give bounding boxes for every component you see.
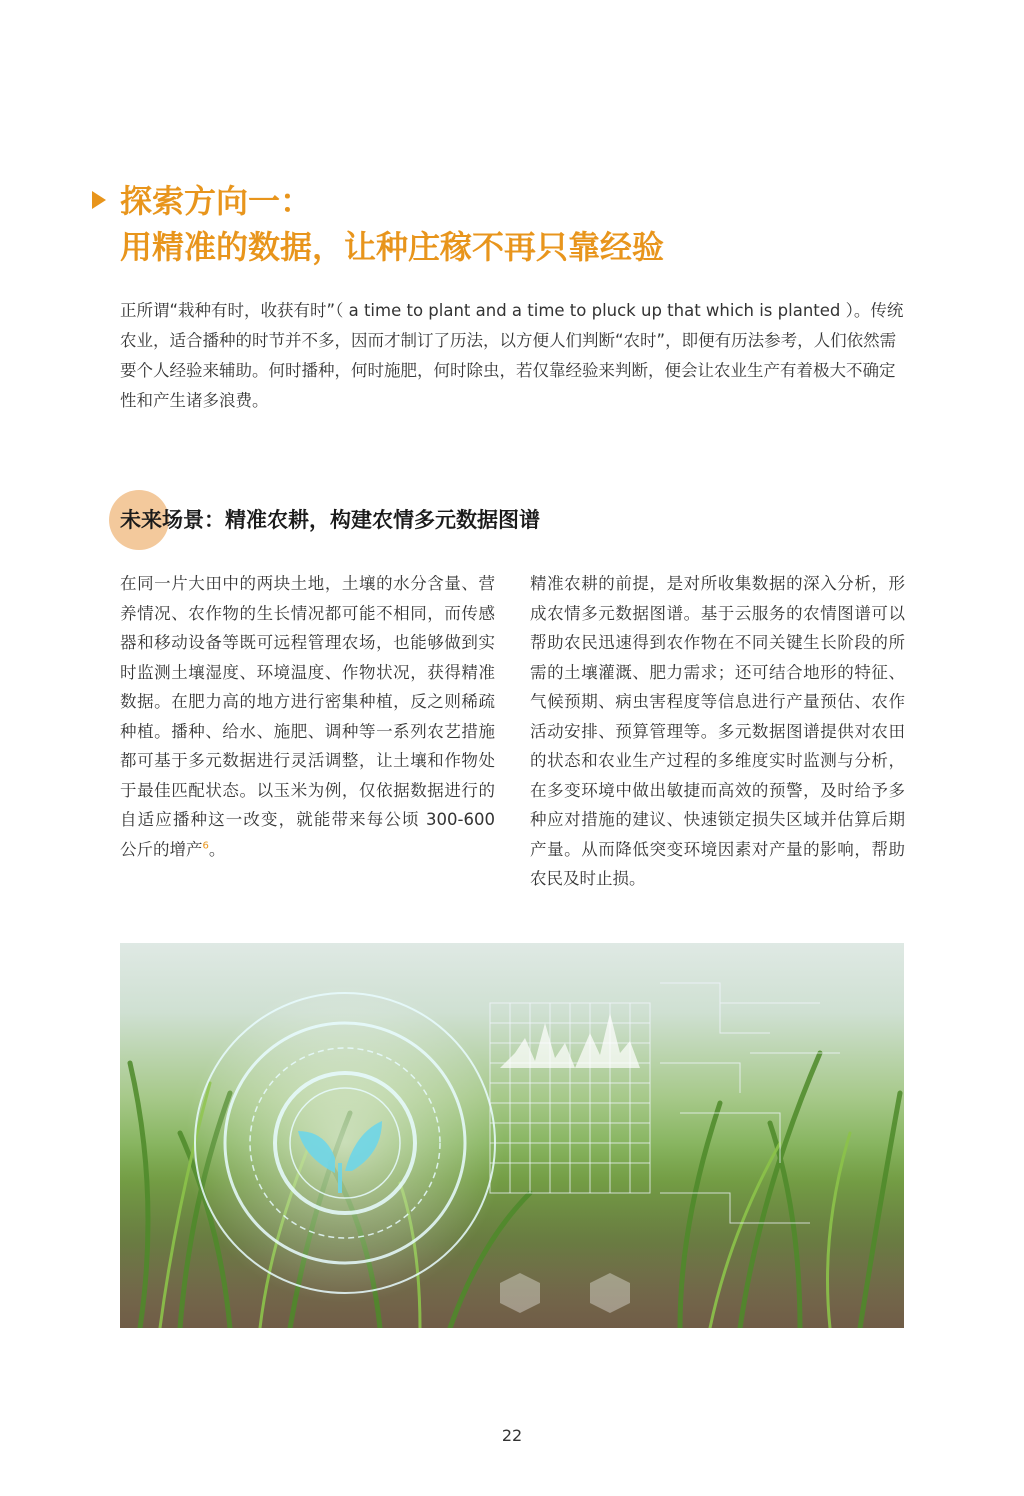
subheading: 未来场景：精准农耕，构建农情多元数据图谱: [120, 508, 540, 532]
left-column-end: 。: [208, 839, 226, 859]
page-number: 22: [501, 1426, 523, 1445]
heading-line-1: 探索方向一：: [120, 182, 313, 220]
intro-paragraph: 正所谓“栽种有时，收获有时”（ a time to plant and a time to pluck up that which is planted ）。传统农业，适合播种的时节并不多，因而才制订了历法，以方便人们判断“农时”，即便有历法参考，人们依然需要个人经验来辅助。何时播种，何时施肥，何时除虫，若仅靠经验来判断，便会让农业生产有着极大不确定性和产生诸多浪费。: [120, 301, 904, 410]
section-heading: [120, 178, 664, 270]
footnote-marker[interactable]: 6: [202, 840, 209, 851]
triangle-bullet-icon: [92, 191, 106, 209]
smart-farming-photo: [120, 943, 904, 1328]
heading-line-2: 用精准的数据，让种庄稼不再只靠经验: [120, 228, 665, 266]
right-column-paragraph: 精准农耕的前提，是对所收集数据的深入分析，形成农情多元数据图谱。基于云服务的农情图谱可以帮助农民迅速得到农作物在不同关键生长阶段的所需的土壤灌溉、肥力需求；还可结合地形的特征、气候预期、病虫害程度等信息进行产量预估、农作活动安排、预算管理等。多元数据图谱提供对农田的状态和农业生产过程的多维度实时监测与分析，在多变环境中做出敏捷而高效的预警，及时给予多种应对措施的建议、快速锁定损失区域并估算后期产量。从而降低突变环境因素对产量的影响，帮助农民及时止损。: [530, 574, 905, 888]
left-column-paragraph: [120, 569, 495, 864]
left-column-text: 在同一片大田中的两块土地，土壤的水分含量、营养情况、农作物的生长情况都可能不相同，而传感器和移动设备等既可远程管理农场，也能够做到实时监测土壤湿度、环境温度、作物状况，获得精准数据。在肥力高的地方进行密集种植，反之则稀疏种植。播种、给水、施肥、调种等一系列农艺措施都可基于多元数据进行灵活调整，让土壤和作物处于最佳匹配状态。以玉米为例，仅依据数据进行的自适应播种这一改变，就能带来每公顷 300-600 公斤的增产: [120, 574, 495, 859]
